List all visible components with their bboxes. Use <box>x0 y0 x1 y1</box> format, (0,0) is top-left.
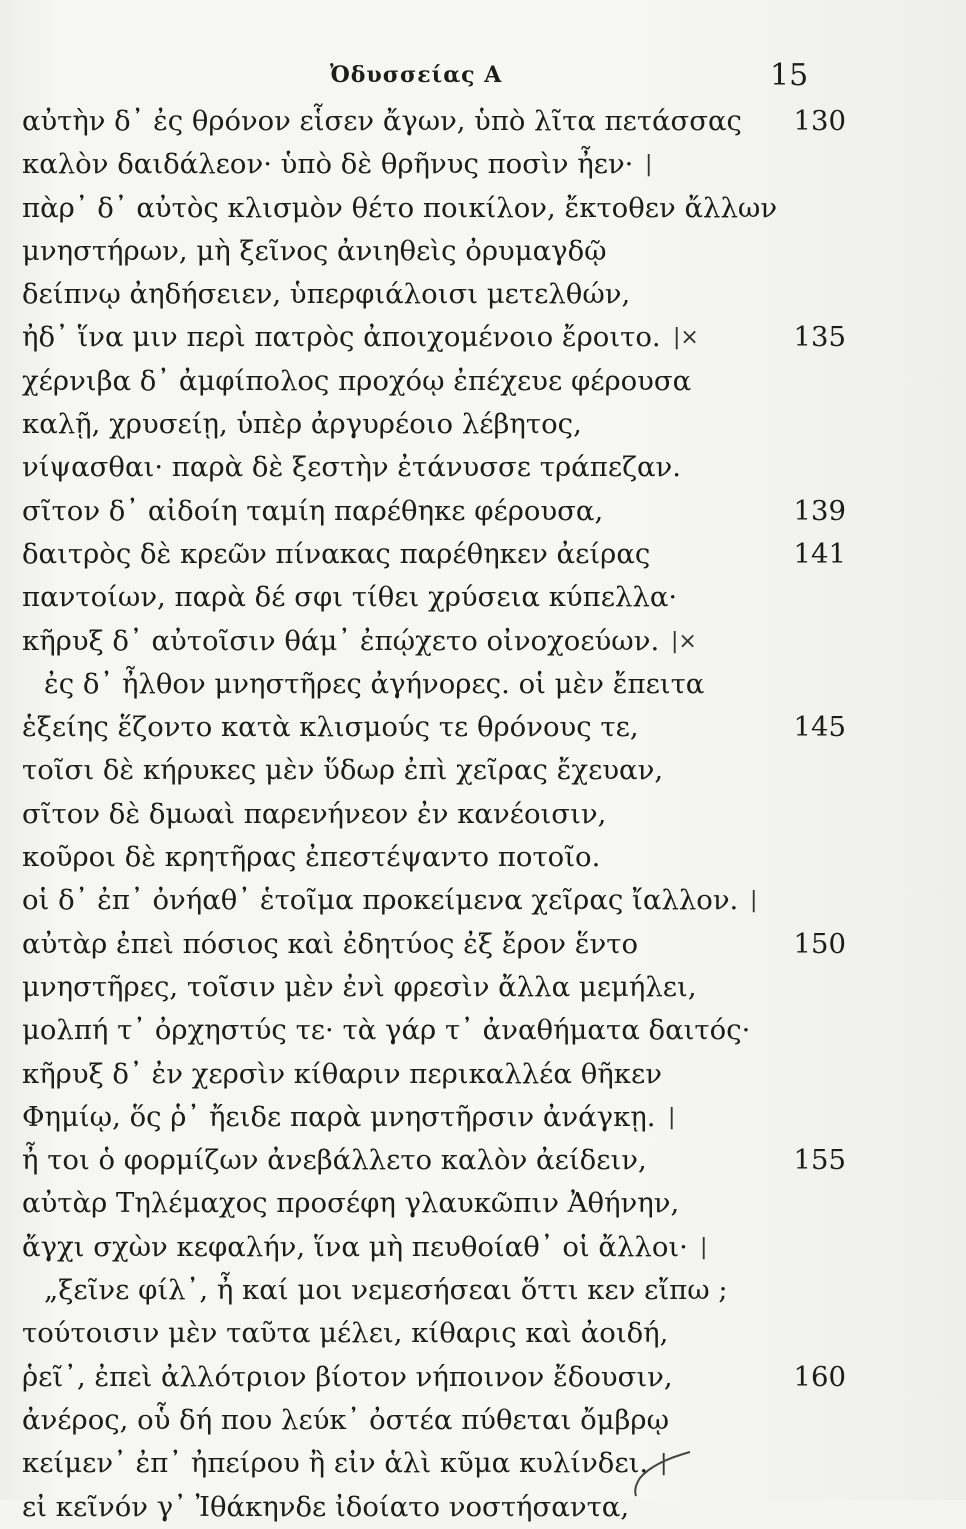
running-title: Ὀδυσσείας Α <box>330 62 503 88</box>
verse-line <box>22 879 942 922</box>
line-number: 141 <box>793 537 846 570</box>
verse-line <box>22 1139 942 1182</box>
verse-line-text: κῆρυξ δ᾽ αὐτοῖσιν θάμ᾽ ἐπῴχετο οἰνοχοεύων. <box>22 624 660 657</box>
verse-line <box>22 1096 942 1139</box>
verse-line-text: ἑξείης ἕζοντο κατὰ κλισμούς τε θρόνους τε, <box>22 711 639 744</box>
verse-line-text: οἱ δ᾽ ἐπ᾽ ὀνήαθ᾽ ἑτοῖμα προκείμενα χεῖρας ἴαλλον. <box>22 884 739 917</box>
verse-line <box>22 1269 942 1312</box>
verse-line-text: ἠδ᾽ ἵνα μιν περὶ πατρὸς ἀποιχομένοιο ἔροιτο. <box>22 321 661 354</box>
verse-line <box>22 1312 942 1355</box>
verse-line-text: χέρνιβα δ᾽ ἀμφίπολος προχόῳ ἐπέχευε φέρουσα <box>22 364 692 397</box>
verse-line <box>22 187 942 230</box>
verse-line <box>22 403 942 446</box>
verse-line-text: κοῦροι δὲ κρητῆρας ἐπεστέψαντο ποτοῖο. <box>22 841 601 874</box>
verse-line-text: ἐς δ᾽ ἦλθον μνηστῆρες ἀγήνορες. οἱ μὲν ἔπειτα <box>44 667 705 700</box>
verse-line-text: δείπνῳ ἀηδήσειεν, ὑπερφιάλοισι μετελθών, <box>22 278 631 311</box>
verse-line <box>22 576 942 619</box>
verse-line <box>22 1053 942 1096</box>
verse-line <box>22 1442 942 1485</box>
verse-line-text: ῥεῖ᾽, ἐπεὶ ἀλλότριον βίοτον νήποινον ἔδουσιν, <box>22 1360 673 1393</box>
page-number: 15 <box>770 58 809 93</box>
verse-line <box>22 966 942 1009</box>
verse-line <box>22 316 942 359</box>
verse-line <box>22 446 942 489</box>
verse-line-text: ἀνέρος, οὗ δή που λεύκ᾽ ὀστέα πύθεται ὄμβρῳ <box>22 1403 670 1436</box>
verse-line <box>22 663 942 706</box>
verse-line <box>22 490 942 533</box>
verse-line-text: πὰρ᾽ δ᾽ αὐτὸς κλισμὸν θέτο ποικίλον, ἔκτοθεν ἄλλων <box>22 191 778 224</box>
verse-line <box>22 793 942 836</box>
verse-line <box>22 836 942 879</box>
verse-line-text: αὐτὴν δ᾽ ἐς θρόνον εἷσεν ἄγων, ὑπὸ λῖτα πετάσσας <box>22 105 742 137</box>
verse-line-text: τούτοισιν μὲν ταῦτα μέλει, κίθαρις καὶ ἀοιδή, <box>22 1317 669 1350</box>
verse-line <box>22 923 942 966</box>
margin-mark: | <box>668 1104 676 1130</box>
verse-line <box>22 1182 942 1225</box>
verse-line-text: κείμεν᾽ ἐπ᾽ ἠπείρου ἢ εἰν ἁλὶ κῦμα κυλίνδει. <box>22 1447 649 1480</box>
verse-line-text: σῖτον δ᾽ αἰδοίη ταμίη παρέθηκε φέρουσα, <box>22 494 604 527</box>
verse-line <box>22 143 942 186</box>
verse-line-text: καλῇ, χρυσείῃ, ὑπὲρ ἀργυρέοιο λέβητος, <box>22 408 582 441</box>
margin-mark: | <box>700 1234 708 1260</box>
line-number: 145 <box>793 711 846 744</box>
verse-line-text: μνηστήρων, μὴ ξεῖνος ἀνιηθεὶς ὀρυμαγδῷ <box>22 234 607 267</box>
verse-line-text: τοῖσι δὲ κήρυκες μὲν ὕδωρ ἐπὶ χεῖρας ἔχευαν, <box>22 754 664 787</box>
verse-line-text: αὐτὰρ Τηλέμαχος προσέφη γλαυκῶπιν Ἀθήνην, <box>22 1187 680 1220</box>
verse-line-text: καλὸν δαιδάλεον· ὑπὸ δὲ θρῆνυς ποσὶν ἦεν· <box>22 148 634 181</box>
verse-line-text: Φημίῳ, ὅς ῥ᾽ ἤειδε παρὰ μνηστῆρσιν ἀνάγκῃ. <box>22 1100 656 1133</box>
verse-line <box>22 360 942 403</box>
verse-line-text: αὐτὰρ ἐπεὶ πόσιος καὶ ἐδητύος ἐξ ἔρον ἕντο <box>22 927 638 960</box>
verse-line <box>22 533 942 576</box>
verse-line-text: μολπή τ᾽ ὀρχηστύς τε· τὰ γάρ τ᾽ ἀναθήματα δαιτός· <box>22 1014 751 1047</box>
verse-line <box>22 749 942 792</box>
margin-mark: |× <box>673 325 699 351</box>
margin-mark: | <box>750 888 758 914</box>
verse-line-text: „ξεῖνε φίλ᾽, ἦ καί μοι νεμεσήσεαι ὅττι κεν εἴπω ; <box>44 1274 728 1307</box>
verse-line-text: μνηστῆρες, τοῖσιν μὲν ἐνὶ φρεσὶν ἄλλα μεμήλει, <box>22 970 697 1003</box>
line-number: 135 <box>793 321 846 354</box>
verse-line <box>22 1009 942 1052</box>
verse-line-text: νίψασθαι· παρὰ δὲ ξεστὴν ἐτάνυσσε τράπεζαν. <box>22 451 682 484</box>
verse-line <box>22 706 942 749</box>
verse-line <box>22 1226 942 1269</box>
verse-line-text: ἄγχι σχὼν κεφαλήν, ἵνα μὴ πευθοίαθ᾽ οἱ ἄλλοι· <box>22 1230 688 1263</box>
verse-line-text: ἦ τοι ὁ φορμίζων ἀνεβάλλετο καλὸν ἀείδειν, <box>22 1144 647 1177</box>
line-number: 160 <box>793 1360 846 1393</box>
margin-mark: | <box>645 152 653 178</box>
line-number: 155 <box>793 1144 846 1177</box>
verse-line-text: παντοίων, παρὰ δέ σφι τίθει χρύσεια κύπελλα· <box>22 581 678 614</box>
verse-line <box>22 1399 942 1442</box>
verse-line <box>22 100 942 143</box>
verse-line-text: εἰ κεῖνόν γ᾽ Ἰθάκηνδε ἰδοίατο νοστήσαντα, <box>22 1490 630 1523</box>
verse-line <box>22 273 942 316</box>
verse-line <box>22 1486 942 1529</box>
verse-line-text: κῆρυξ δ᾽ ἐν χερσὶν κίθαριν περικαλλέα θῆκεν <box>22 1057 662 1090</box>
margin-mark: |× <box>671 628 697 654</box>
line-number: 150 <box>793 927 846 960</box>
verse-text <box>22 100 942 1529</box>
line-number: 139 <box>793 494 846 527</box>
margin-mark: | <box>660 1451 668 1477</box>
verse-line-text: σῖτον δὲ δμωαὶ παρενήνεον ἐν κανέοισιν, <box>22 797 607 830</box>
verse-line <box>22 620 942 663</box>
line-number: 130 <box>793 105 846 137</box>
page-header <box>0 58 966 94</box>
verse-line <box>22 230 942 273</box>
verse-line <box>22 1356 942 1399</box>
verse-line-text: δαιτρὸς δὲ κρεῶν πίνακας παρέθηκεν ἀείρας <box>22 537 651 570</box>
pencil-mark <box>628 1448 698 1498</box>
